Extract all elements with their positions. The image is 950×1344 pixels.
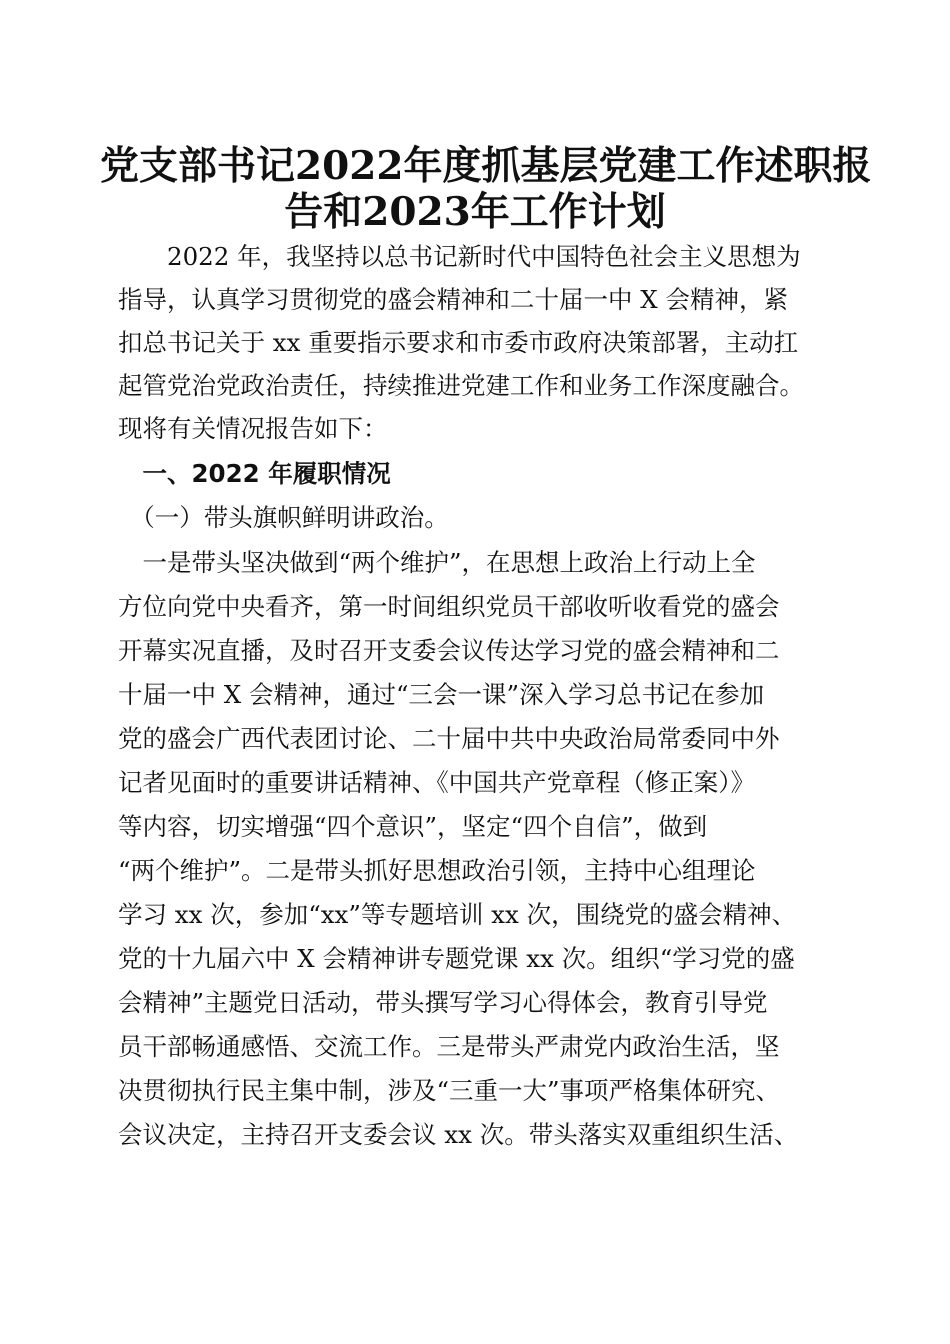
body-paragraph-line: 学习 xx 次，参加“xx”等专题培训 xx 次，围绕党的盛会精神、: [118, 900, 797, 929]
intro-paragraph-line: 指导，认真学习贯彻党的盛会精神和二十届一中 X 会精神，紧: [118, 285, 789, 314]
body-paragraph-line: 等内容，切实增强“四个意识”，坚定“四个自信”，做到: [118, 812, 708, 841]
body-paragraph-line: 党的十九届六中 X 会精神讲专题党课 xx 次。组织“学习党的盛: [118, 944, 795, 973]
body-paragraph-line: 十届一中 X 会精神，通过“三会一课”深入学习总书记在参加: [118, 680, 765, 709]
subsection-heading: （一）带头旗帜鲜明讲政治。: [118, 503, 449, 532]
document-title-line-1: 党支部书记2022年度抓基层党建工作述职报: [100, 143, 872, 189]
intro-paragraph-line: 起管党治党政治责任，持续推进党建工作和业务工作深度融合。: [118, 371, 804, 400]
document-title-line-2: 告和2023年工作计划: [284, 189, 666, 235]
section-heading: 一、2022 年履职情况: [118, 459, 391, 488]
intro-paragraph-line: 现将有关情况报告如下：: [118, 414, 388, 443]
body-paragraph-line: 党的盛会广西代表团讨论、二十届中共中央政治局常委同中外: [118, 724, 780, 753]
body-paragraph-line: 方位向党中央看齐，第一时间组织党员干部收听收看党的盛会: [118, 592, 780, 621]
body-paragraph-line: 会议决定，主持召开支委会议 xx 次。带头落实双重组织生活、: [118, 1120, 799, 1149]
body-paragraph-line: 一是带头坚决做到“两个维护”，在思想上政治上行动上全: [118, 548, 756, 577]
body-paragraph-line: 决贯彻执行民主集中制，涉及“三重一大”事项严格集体研究、: [118, 1076, 781, 1105]
body-paragraph-line: 记者见面时的重要讲话精神、《中国共产党章程（修正案）》: [118, 768, 755, 797]
intro-paragraph-line: 扣总书记关于 xx 重要指示要求和市委市政府决策部署，主动扛: [118, 328, 799, 357]
body-paragraph-line: 员干部畅通感悟、交流工作。三是带头严肃党内政治生活，坚: [118, 1032, 780, 1061]
body-paragraph-line: 会精神”主题党日活动，带头撰写学习心得体会，教育引导党: [118, 988, 768, 1017]
intro-paragraph-line: 2022 年，我坚持以总书记新时代中国特色社会主义思想为: [118, 242, 801, 271]
body-paragraph-line: 开幕实况直播，及时召开支委会议传达学习党的盛会精神和二: [118, 636, 780, 665]
body-paragraph-line: “两个维护”。二是带头抓好思想政治引领，主持中心组理论: [118, 856, 756, 885]
